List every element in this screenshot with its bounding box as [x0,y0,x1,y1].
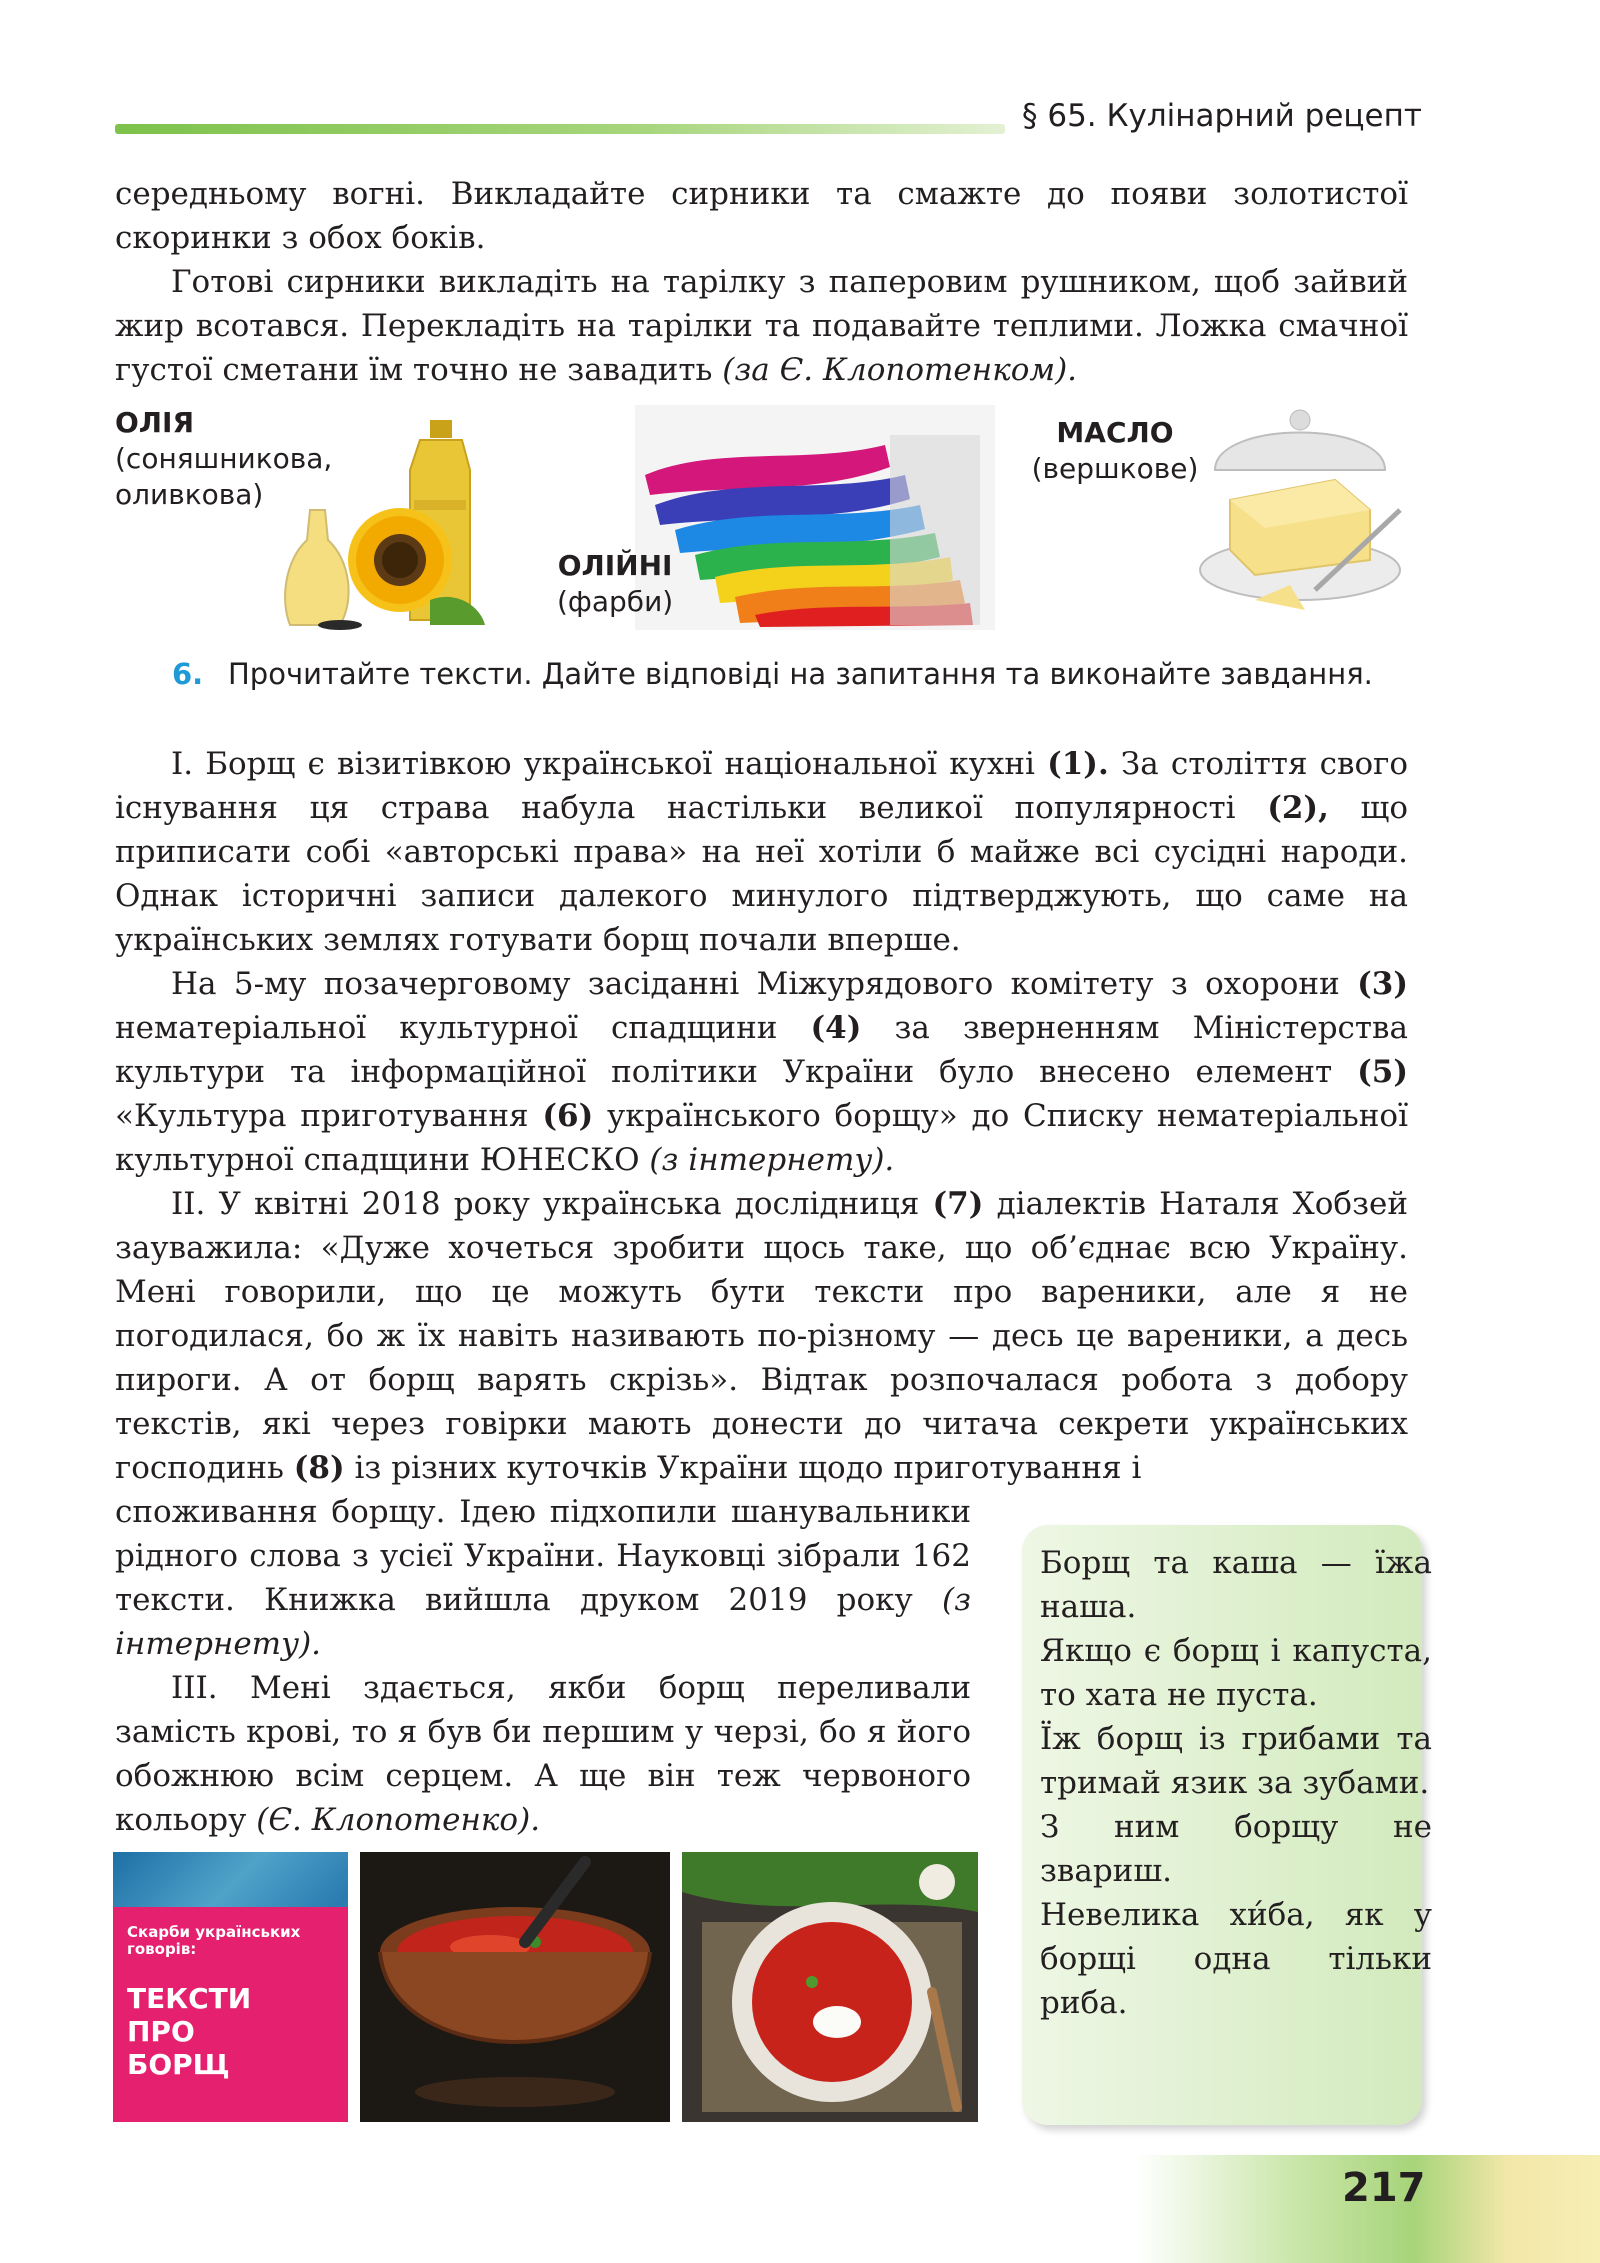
marker-5: (5) [1357,1054,1408,1090]
intro-paragraph-2 [115,260,1408,392]
intro-text-2: Готові сирники викладіть на тарілку з паперовим рушником, щоб зайвий жир всотався. Перекладіть на тарілки та подавайте теплими. Ложка смачної густої сметани їм точно не завадить [115,264,1408,388]
marker-7: (7) [932,1186,984,1222]
marker-4: (4) [810,1010,862,1046]
marker-6: (6) [542,1098,594,1134]
page-number: 217 [1342,2165,1426,2211]
butter-title: МАСЛО [1056,416,1174,449]
marker-8: (8) [293,1450,345,1486]
marker-2: (2), [1267,790,1329,826]
proverb-item: Їж борщ із грибами та тримай язик за зубами. [1040,1721,1432,1801]
text-3-source: (Є. Клопотенко). [256,1802,541,1838]
text-2-part-2: діалектів Наталя Хобзей зауважила: «Дуже хочеться зробити щось таке, що об’єднає всю Україну. Мені говорили, що це можуть бути тексти про вареники, але я не погодилася, бо ж їх навіть називають по-різному — десь це вареники, а десь пироги. А от борщ варять скрізь». Відтак розпочалася робота з добору текстів, які через говірки мають донести до читача секрети українських господинь [115,1186,1408,1486]
proverb-item: Борщ та каша — їжа наша. [1040,1545,1432,1625]
proverbs-list [1040,1541,1432,2025]
text-1-part-8: українського борщу» до Списку нематеріальної культурної спадщини ЮНЕСКО [115,1098,1409,1178]
oil-title: ОЛІЯ [115,406,195,439]
book-subtitle [127,1924,300,1958]
task-6 [172,652,1408,696]
book-title-line-3: БОРЩ [127,2048,230,2081]
text-2-part-3: із різних куточків України щодо приготування і [354,1450,1142,1486]
butter-image [1195,400,1410,630]
book-subtitle-line-2: говорів: [127,1940,197,1958]
intro-source: (за Є. Клопотенком). [722,352,1078,388]
butter-label [1030,415,1200,487]
paints-title: ОЛІЙНІ [557,549,673,582]
oil-sub-2: оливкова) [115,478,264,511]
marker-3: (3) [1357,966,1408,1002]
text-1-part-3: що приписати собі «авторські права» на неї хотіли б майже всі сусідні народи. Однак історичні записи далекого минулого підтверджують, що саме на українських землях готувати борщ почали вперше. [115,790,1408,958]
proverb-item: Невелика хи́ба, як у борщі одна тільки риба. [1040,1897,1432,2021]
oil-sunflower-image [280,400,500,630]
text-1-paragraph-2 [115,962,1408,1182]
task-number: 6. [172,657,204,691]
marker-1: (1). [1047,746,1109,782]
oil-sub-1: (соняшникова, [115,442,333,475]
text-2-source: (з інтернету). [115,1582,971,1662]
intro-paragraph-1 [115,172,1408,260]
book-subtitle-line-1: Скарби українських [127,1923,301,1941]
text-2-continuation [115,1490,971,1666]
borscht-pot-image [360,1852,670,2122]
butter-sub: (вершкове) [1031,452,1199,485]
text-2-part-4: споживання борщу. Ідею підхопили шанувальники рідного слова з усієї України. Науковці зібрали 162 тексти. Книжка вийшла друком 2019 року [115,1494,971,1618]
header-rule [115,124,1005,134]
text-3-text: ІІІ. Мені здається, якби борщ переливали замість крові, то я був би першим у черзі, бо я його обожнюю всім серцем. А ще він теж червоного кольору [115,1670,971,1838]
text-1-part-7: «Культура приготування [115,1098,529,1134]
proverbs-box [1022,1525,1432,2125]
task-text: Прочитайте тексти. Дайте відповіді на запитання та виконайте завдання. [228,657,1373,691]
section-title: § 65. Кулінарний рецепт [1022,98,1422,134]
text-1-part-2: За століття свого існування ця страва набула настільки великої популярності [115,746,1409,826]
text-1-part-1: І. Борщ є візитівкою української національної кухні [171,746,1035,782]
text-1-part-6: за зверненням Міністерства культури та інформаційної політики України було внесено елемент [115,1010,1408,1090]
text-2-part-1: ІІ. У квітні 2018 року українська дослідниця [171,1186,920,1222]
text-1-source: (з інтернету). [649,1142,895,1178]
book-title-line-1: ТЕКСТИ [127,1982,252,2015]
paint-tubes-image [635,405,995,630]
book-title-line-2: ПРО [127,2015,195,2048]
book-title [127,1982,251,2081]
intro-text-1: середньому вогні. Викладайте сирники та смажте до появи золотистої скоринки з обох боків. [115,176,1408,256]
book-cover-image [113,1852,348,2122]
text-1-part-4: На 5-му позачерговому засіданні Міжурядового комітету з охорони [171,966,1340,1002]
text-2-paragraph [115,1182,1408,1490]
text-1-paragraph-1 [115,742,1408,962]
paints-label [557,548,673,620]
paints-sub: (фарби) [557,585,674,618]
proverb-item: Якщо є борщ і капуста, то хата не пуста. [1040,1633,1432,1713]
text-1-part-5: нематеріальної культурної спадщини [115,1010,778,1046]
borscht-bowl-image [682,1852,978,2122]
proverb-item: З ним борщу не звариш. [1040,1809,1432,1889]
text-3-paragraph [115,1666,971,1842]
